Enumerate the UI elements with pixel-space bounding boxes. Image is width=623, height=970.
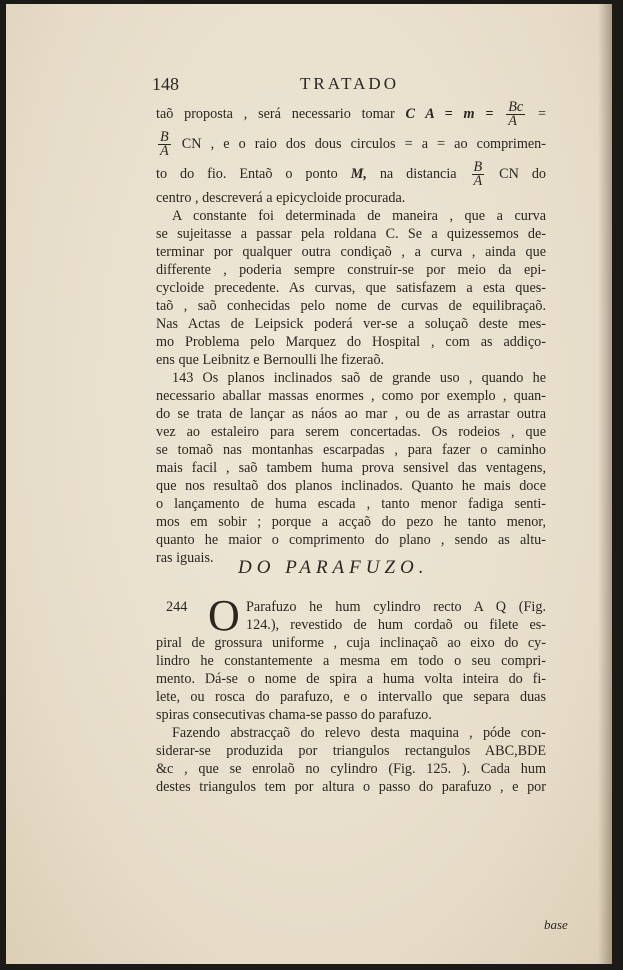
para-243-line: que nos resultaõ dos planos inclinados. Quanto he mais doce: [156, 478, 546, 494]
para-244-line: mento. Dá-se o nome de spira a huma volta inteira do fi-: [156, 671, 546, 687]
para-244-line: lindro he constantemente a mesma em todo o seu compri-: [156, 653, 546, 669]
para-a-line-1: taõ proposta , será necessario tomar C A = m = $\frac{Bc}{A}$ =: [156, 99, 547, 130]
fraction-b-over-a-2: $\frac{B}{A}$: [473, 159, 483, 190]
para-b-line: ens que Leibnitz e Bernoulli lhe fizeraõ.: [156, 352, 385, 368]
catchword: base: [544, 917, 568, 932]
para-243-line: mais facil , saõ tambem huma prova sensivel das ventagens,: [156, 460, 546, 476]
book-page: [6, 4, 612, 964]
para-244-line: lete, ou rosca do parafuzo, e o intervallo que separa duas: [156, 689, 546, 705]
para-b-line: differente , poderia sempre construir-se por meio da epi-: [156, 262, 546, 278]
page-gutter-shadow: [598, 4, 612, 964]
para-243-line: o lançamento de huma escada , tanto menor fadiga senti-: [156, 496, 546, 512]
running-title: TRATADO: [300, 74, 399, 93]
para-244-line: Parafuzo he hum cylindro recto A Q (Fig.: [246, 599, 546, 615]
para-243-line: ras iguais.: [156, 550, 214, 566]
page-number: 148: [152, 74, 179, 94]
fraction-b-over-a: $\frac{B}{A}$: [160, 129, 169, 160]
page-header: [152, 74, 547, 96]
para-b-line: taõ , saõ conhecidas pelo nome de curvas de equilibraçaõ.: [156, 298, 546, 314]
para-b-line: Nas Actas de Leipsick poderá ver-se a soluçaõ deste mes-: [156, 316, 546, 332]
para-243-line: 143 Os planos inclinados saõ de grande uso , quando he: [172, 370, 546, 386]
para-c-line: Fazendo abstracçaõ do relevo desta maquina , póde con-: [172, 725, 546, 741]
para-c-line: siderar-se produzida por triangulos rectangulos ABC,BDE: [156, 743, 546, 759]
para-a-line-3: to do fio. Entaõ o ponto M, na distancia $\frac{B}{A}$ CN do: [156, 159, 547, 190]
para-243-line: necessario aballar massas enormes , como por exemplo , quan-: [156, 388, 546, 404]
para-243-line: se tomaõ nas montanhas escarpadas , para fazer o caminho: [156, 442, 546, 458]
para-c-line: &c , que se enrolaõ no cylindro (Fig. 125. ). Cada hum: [156, 761, 546, 777]
para-244-line: 124.), revestido de hum cordaõ ou filete es-: [246, 617, 546, 633]
section-title: DO PARAFUZO.: [238, 557, 429, 578]
para-b-line: cycloide precedente. As curvas, que satisfazem a esta ques-: [156, 280, 546, 296]
para-b-line: A constante foi determinada de maneira , que a curva: [172, 208, 546, 224]
para-b-line: se sujeitasse a passar pela roldana C. Se a quizessemos de-: [156, 226, 546, 242]
fraction-bc-over-a: $\frac{Bc}{A}$: [508, 99, 524, 130]
para-a-line-4: centro , descreverá a epicycloide procurada.: [156, 190, 406, 206]
para-b-line: mo Problema pelo Marquez do Hospital , com as addiço-: [156, 334, 546, 350]
body-text-top: [156, 99, 546, 567]
para-243-line: vez ao estaleiro para serem concertadas. Os rodeios , que: [156, 424, 546, 440]
drop-cap: O: [208, 591, 240, 640]
para-243-line: do se trata de lançar as náos ao mar , ou de as arrastar outra: [156, 406, 546, 422]
para-c-line: destes triangulos tem por altura o passo do parafuzo , e por: [156, 779, 546, 795]
para-244: [156, 592, 546, 796]
para-243-line: mos em sobir ; porque a acçaõ do pezo he tanto menor,: [156, 514, 546, 530]
para-244-number: 244: [166, 599, 188, 615]
para-244-line: spiras consecutivas chama-se passo do parafuzo.: [156, 707, 432, 723]
para-244-line: piral de grossura uniforme , cuja inclinaçaõ ao eixo do cy-: [156, 635, 546, 651]
para-b-line: terminar por qualquer outra condiçaõ , a curva , ainda que: [156, 244, 546, 260]
para-243-line: quanto he maior o comprimento do plano , sendo as altu-: [156, 532, 546, 548]
para-a-line-2: $\frac{B}{A}$ CN , e o raio dos dous circulos = a = ao comprimen-: [160, 129, 547, 160]
